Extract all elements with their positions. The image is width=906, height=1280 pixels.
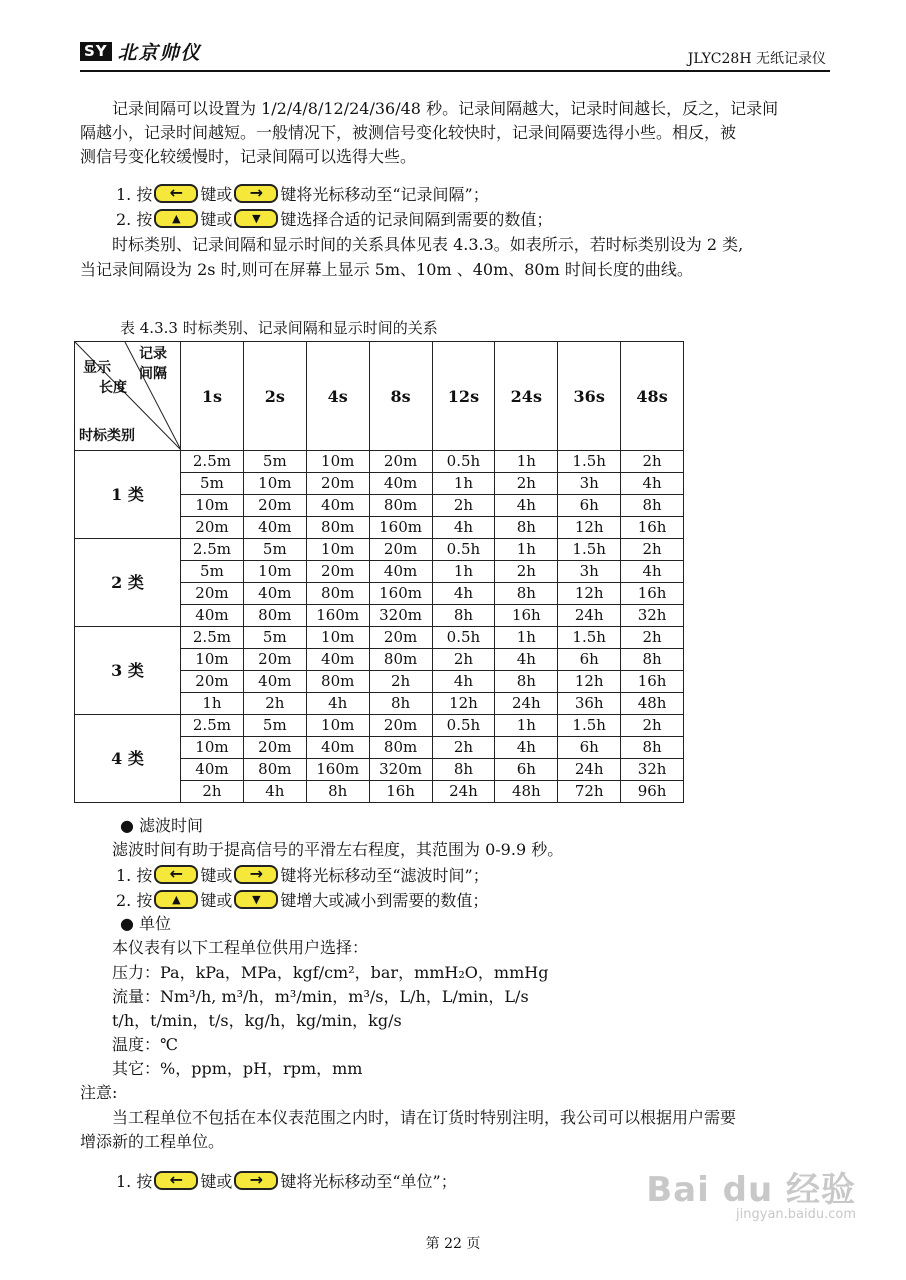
table-cell: 12h [432, 693, 495, 715]
unit-flow-continued: t/h，t/min，t/s，kg/h，kg/min，kg/s [112, 1011, 402, 1030]
right-arrow-icon: → [249, 1170, 264, 1189]
table-cell: 4h [495, 495, 558, 517]
table-cell: 40m [243, 671, 306, 693]
table-cell: 40m [243, 517, 306, 539]
page-number: 第 22 页 [425, 1236, 481, 1252]
table-cell: 24h [432, 781, 495, 803]
logo-mark: SY [80, 42, 112, 61]
table-cell: 160m [369, 583, 432, 605]
table-cell: 40m [306, 737, 369, 759]
unit-other: 其它：%，ppm，pH，rpm，mm [112, 1059, 363, 1078]
table-cell: 40m [243, 583, 306, 605]
table-cell: 4h [495, 649, 558, 671]
right-arrow-icon: → [249, 864, 264, 883]
down-triangle-icon: ▼ [252, 211, 261, 225]
table-cell: 5m [243, 715, 306, 737]
table-row [75, 627, 684, 649]
table-cell: 3h [558, 473, 621, 495]
table-cell: 0.5h [432, 539, 495, 561]
unit-temperature: 温度：℃ [112, 1035, 178, 1054]
table-cell: 96h [621, 781, 684, 803]
unit-flow: 流量：Nm³/h, m³/h，m³/min，m³/s，L/h，L/min，L/s [112, 987, 529, 1006]
table-cell: 4h [432, 671, 495, 693]
table-cell: 4h [621, 561, 684, 583]
table-cell: 24h [558, 759, 621, 781]
left-arrow-icon: ← [169, 183, 184, 202]
interval-header: 12s [432, 342, 495, 451]
table-cell: 2h [621, 715, 684, 737]
table-cell: 10m [243, 561, 306, 583]
up-triangle-icon: ▲ [172, 892, 181, 906]
table-cell: 8h [621, 737, 684, 759]
table-cell: 40m [181, 605, 244, 627]
table-cell: 10m [306, 451, 369, 473]
table-cell: 8h [621, 649, 684, 671]
table-cell: 40m [181, 759, 244, 781]
table-cell: 20m [243, 737, 306, 759]
category-label: 2 类 [75, 539, 181, 627]
step-select-value: 2. 按 ▲ 键或 ▼ 键选择合适的记录间隔到需要的数值； [116, 209, 553, 229]
header-rule [80, 70, 830, 72]
down-key [234, 890, 278, 909]
filter-description: 滤波时间有助于提高信号的平滑左右程度，其范围为 0-9.9 秒。 [112, 840, 564, 859]
paragraph-line: 记录间隔可以设置为 1/2/4/8/12/24/36/48 秒。记录间隔越大，记录时间越长，反之，记录间 [112, 99, 779, 118]
interval-header: 24s [495, 342, 558, 451]
corner-label-category: 时标类别 [79, 428, 135, 444]
table-cell: 5m [181, 561, 244, 583]
note-label: 注意: [80, 1083, 118, 1102]
table-cell: 4h [432, 517, 495, 539]
left-arrow-icon: ← [169, 1170, 184, 1189]
table-cell: 80m [369, 737, 432, 759]
table-cell: 0.5h [432, 451, 495, 473]
step-move-cursor-filter: 1. 按 ← 键或 → 键将光标移动至“滤波时间”； [116, 864, 489, 885]
table-cell: 20m [369, 539, 432, 561]
table-cell: 16h [621, 517, 684, 539]
left-key [154, 1171, 198, 1190]
table-cell: 5m [243, 627, 306, 649]
category-label: 4 类 [75, 715, 181, 803]
table-cell: 10m [181, 495, 244, 517]
unit-section-title: ● 单位 [120, 914, 172, 933]
interval-header: 4s [306, 342, 369, 451]
table-cell: 2h [621, 539, 684, 561]
table-cell: 4h [306, 693, 369, 715]
table-cell: 10m [243, 473, 306, 495]
corner-label-length-1: 显示 [83, 360, 111, 376]
table-cell: 40m [369, 473, 432, 495]
right-arrow-icon: → [249, 183, 264, 202]
table-cell: 8h [432, 605, 495, 627]
table-cell: 80m [306, 583, 369, 605]
table-cell: 320m [369, 605, 432, 627]
table-cell: 4h [432, 583, 495, 605]
table-cell: 36h [558, 693, 621, 715]
relation-table [74, 341, 684, 803]
table-cell: 8h [495, 671, 558, 693]
watermark-brand: Bai du 经验 [646, 1170, 856, 1210]
table-cell: 1h [495, 539, 558, 561]
table-cell: 24h [495, 693, 558, 715]
table-cell: 10m [306, 539, 369, 561]
up-key [154, 890, 198, 909]
left-key [154, 184, 198, 203]
table-cell: 20m [181, 583, 244, 605]
paragraph-line: 当记录间隔设为 2s 时,则可在屏幕上显示 5m、10m 、40m、80m 时间长度的曲线。 [80, 260, 693, 279]
watermark-site: jingyan.baidu.com [736, 1207, 856, 1222]
note-line: 当工程单位不包括在本仪表范围之内时，请在订货时特别注明，我公司可以根据用户需要 [112, 1108, 737, 1127]
table-caption: 表 4.3.3 时标类别、记录间隔和显示时间的关系 [120, 319, 438, 337]
table-cell: 4h [621, 473, 684, 495]
step-adjust-filter: 2. 按 ▲ 键或 ▼ 键增大或减小到需要的数值； [116, 890, 489, 910]
table-cell: 1.5h [558, 451, 621, 473]
table-cell: 8h [432, 759, 495, 781]
table-cell: 80m [369, 649, 432, 671]
up-triangle-icon: ▲ [172, 211, 181, 225]
baidu-watermark [646, 1162, 856, 1222]
table-cell: 20m [243, 649, 306, 671]
table-cell: 40m [369, 561, 432, 583]
document-model: JLYC28H 无纸记录仪 [687, 51, 826, 67]
table-cell: 320m [369, 759, 432, 781]
interval-header: 36s [558, 342, 621, 451]
category-label: 1 类 [75, 451, 181, 539]
table-cell: 2.5m [181, 627, 244, 649]
right-key [234, 865, 278, 884]
table-cell: 80m [306, 517, 369, 539]
table-cell: 8h [621, 495, 684, 517]
table-cell: 20m [369, 715, 432, 737]
table-cell: 160m [306, 759, 369, 781]
table-cell: 2h [432, 649, 495, 671]
table-row [75, 539, 684, 561]
table-cell: 48h [621, 693, 684, 715]
right-key [234, 184, 278, 203]
table-cell: 1h [495, 627, 558, 649]
step-move-cursor-unit: 1. 按 ← 键或 → 键将光标移动至“单位”； [116, 1170, 457, 1191]
table-cell: 40m [306, 495, 369, 517]
table-cell: 48h [495, 781, 558, 803]
interval-header: 1s [181, 342, 244, 451]
table-cell: 6h [558, 737, 621, 759]
right-key [234, 1171, 278, 1190]
table-cell: 6h [558, 649, 621, 671]
table-cell: 2h [621, 451, 684, 473]
table-cell: 2h [432, 737, 495, 759]
table-cell: 16h [495, 605, 558, 627]
down-triangle-icon: ▼ [252, 892, 261, 906]
interval-header: 48s [621, 342, 684, 451]
table-cell: 10m [306, 715, 369, 737]
table-corner-header [75, 342, 181, 451]
note-line: 增添新的工程单位。 [80, 1132, 225, 1151]
table-cell: 1h [432, 561, 495, 583]
table-cell: 20m [181, 517, 244, 539]
table-cell: 160m [369, 517, 432, 539]
interval-header: 2s [243, 342, 306, 451]
table-cell: 32h [621, 605, 684, 627]
table-cell: 1h [495, 451, 558, 473]
table-cell: 2h [495, 561, 558, 583]
table-cell: 1h [495, 715, 558, 737]
corner-label-interval-2: 间隔 [139, 366, 167, 382]
table-cell: 24h [558, 605, 621, 627]
table-cell: 10m [306, 627, 369, 649]
table-cell: 10m [181, 649, 244, 671]
table-cell: 20m [369, 627, 432, 649]
table-cell: 2h [369, 671, 432, 693]
table-cell: 6h [558, 495, 621, 517]
table-cell: 0.5h [432, 715, 495, 737]
table-cell: 20m [181, 671, 244, 693]
category-label: 3 类 [75, 627, 181, 715]
step-move-cursor: 1. 按 ← 键或 → 键将光标移动至“记录间隔”； [116, 183, 489, 204]
table-cell: 8h [495, 517, 558, 539]
logo-text: 北京帅仪 [117, 41, 202, 64]
filter-section-title: ● 滤波时间 [120, 816, 204, 835]
table-cell: 20m [243, 495, 306, 517]
left-arrow-icon: ← [169, 864, 184, 883]
table-cell: 16h [369, 781, 432, 803]
table-cell: 32h [621, 759, 684, 781]
table-cell: 20m [306, 561, 369, 583]
table-cell: 80m [306, 671, 369, 693]
table-body [75, 451, 684, 803]
interval-header: 8s [369, 342, 432, 451]
table-cell: 72h [558, 781, 621, 803]
table-row [75, 451, 684, 473]
table-cell: 16h [621, 583, 684, 605]
unit-intro: 本仪表有以下工程单位供用户选择： [112, 938, 369, 957]
table-cell: 20m [369, 451, 432, 473]
paragraph-line: 隔越小，记录时间越短。一般情况下，被测信号变化较快时，记录间隔要选得小些。相反，被 [80, 123, 737, 142]
corner-label-length-2: 长度 [99, 380, 127, 396]
table-cell: 20m [306, 473, 369, 495]
table-cell: 2h [495, 473, 558, 495]
table-cell: 1h [181, 693, 244, 715]
table-cell: 1h [432, 473, 495, 495]
table-row [75, 715, 684, 737]
table-cell: 4h [495, 737, 558, 759]
table-cell: 5m [243, 451, 306, 473]
table-cell: 40m [306, 649, 369, 671]
table-cell: 5m [181, 473, 244, 495]
table-cell: 2h [432, 495, 495, 517]
table-cell: 3h [558, 561, 621, 583]
table-cell: 16h [621, 671, 684, 693]
paragraph-line: 时标类别、记录间隔和显示时间的关系具体见表 4.3.3。如表所示，若时标类别设为 2 类, [112, 235, 744, 254]
table-cell: 5m [243, 539, 306, 561]
table-cell: 1.5h [558, 627, 621, 649]
table-cell: 8h [306, 781, 369, 803]
table-cell: 1.5h [558, 539, 621, 561]
table-cell: 12h [558, 671, 621, 693]
table-cell: 4h [243, 781, 306, 803]
table-cell: 2.5m [181, 715, 244, 737]
up-key [154, 209, 198, 228]
table-cell: 8h [495, 583, 558, 605]
table-cell: 12h [558, 517, 621, 539]
table-cell: 2h [243, 693, 306, 715]
corner-label-interval-1: 记录 [139, 346, 167, 362]
table-cell: 1.5h [558, 715, 621, 737]
down-key [234, 209, 278, 228]
table-cell: 8h [369, 693, 432, 715]
table-cell: 80m [369, 495, 432, 517]
paragraph-line: 测信号变化较缓慢时，记录间隔可以选得大些。 [80, 147, 417, 166]
table-cell: 160m [306, 605, 369, 627]
table-cell: 80m [243, 605, 306, 627]
table-cell: 6h [495, 759, 558, 781]
table-cell: 80m [243, 759, 306, 781]
table-cell: 2h [181, 781, 244, 803]
table-cell: 0.5h [432, 627, 495, 649]
table-cell: 2.5m [181, 451, 244, 473]
unit-pressure: 压力：Pa，kPa，MPa，kgf/cm²，bar，mmH₂O，mmHg [112, 963, 549, 982]
table-cell: 10m [181, 737, 244, 759]
table-cell: 2.5m [181, 539, 244, 561]
table-cell: 2h [621, 627, 684, 649]
company-logo [80, 40, 202, 62]
table-cell: 12h [558, 583, 621, 605]
left-key [154, 865, 198, 884]
